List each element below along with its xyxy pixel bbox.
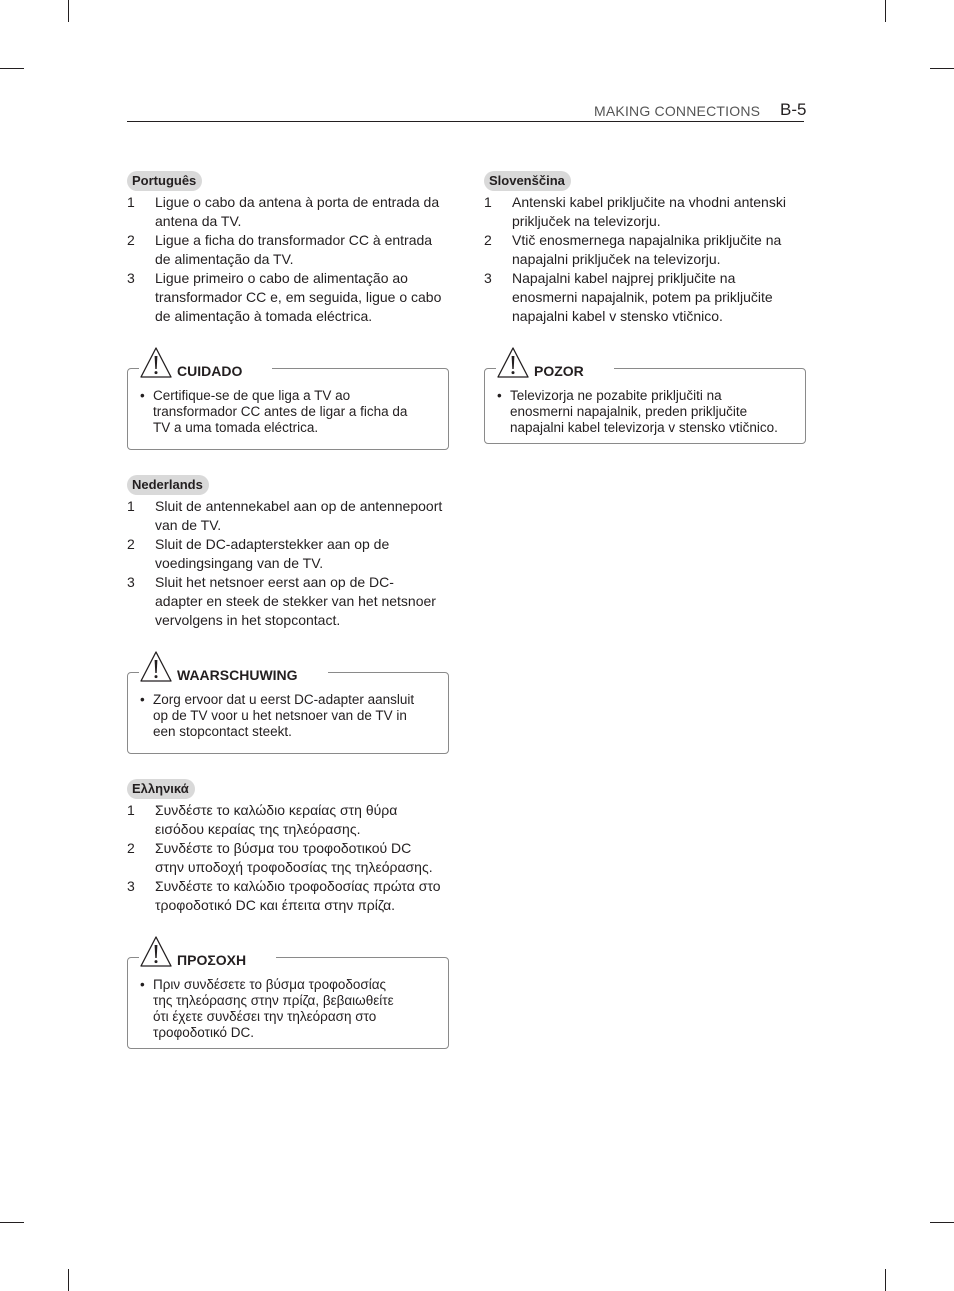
caution-header <box>139 935 276 969</box>
step-number: 3 <box>127 878 135 894</box>
step-text <box>155 231 449 269</box>
crop-mark <box>885 0 886 22</box>
step-item <box>127 573 449 630</box>
caution-body <box>153 692 414 740</box>
text-line: Ligue o cabo da antena à porta de entrada da <box>155 194 440 210</box>
text-line: στην υποδοχή τροφοδοσίας της τηλεόρασης. <box>155 859 433 875</box>
language-section-sl <box>484 171 806 446</box>
text-line: priključek na televizorju. <box>512 213 661 229</box>
warning-triangle-icon <box>139 650 173 684</box>
step-item <box>127 497 449 535</box>
step-number: 1 <box>484 194 492 210</box>
step-text <box>155 877 449 915</box>
step-number: 3 <box>127 270 135 286</box>
text-line: een stopcontact steekt. <box>153 724 292 739</box>
step-number: 2 <box>484 232 492 248</box>
text-line: Ligue primeiro o cabo de alimentação ao <box>155 270 408 286</box>
caution-header <box>139 346 272 380</box>
crop-mark <box>0 1222 24 1223</box>
caution-header <box>496 346 614 380</box>
text-line: Zorg ervoor dat u eerst DC-adapter aansluit <box>153 692 415 707</box>
text-line: Πριν συνδέσετε το βύσμα τροφοδοσίας <box>153 977 387 992</box>
step-list <box>127 193 449 326</box>
text-line: voedingsingang van de TV. <box>155 555 324 571</box>
caution-text <box>497 388 800 436</box>
crop-mark <box>68 1269 69 1291</box>
step-number: 2 <box>127 840 135 856</box>
text-line: τροφοδοτικό DC και έπειτα στην πρίζα. <box>155 897 396 913</box>
crop-mark <box>930 1222 954 1223</box>
bullet: • <box>140 692 145 707</box>
text-line: de alimentação à tomada eléctrica. <box>155 308 373 324</box>
text-line: transformador CC antes de ligar a ficha da <box>153 404 408 419</box>
step-item <box>127 839 449 877</box>
step-item <box>484 193 806 231</box>
warning-triangle-icon <box>496 346 530 380</box>
caution-body <box>510 388 778 436</box>
step-text <box>512 231 806 269</box>
text-line: adapter en steek de stekker van het netsnoer <box>155 593 436 609</box>
crop-mark <box>885 1269 886 1291</box>
text-line: Συνδέστε το βύσμα του τροφοδοτικού DC <box>155 840 412 856</box>
step-number: 2 <box>127 536 135 552</box>
warning-triangle-icon <box>139 346 173 380</box>
warning-triangle-icon <box>139 935 173 969</box>
caution-header <box>139 650 328 684</box>
language-section-pt <box>127 171 449 475</box>
text-line: van de TV. <box>155 517 222 533</box>
text-line: transformador CC e, em seguida, ligue o cabo <box>155 289 442 305</box>
step-text <box>155 193 449 231</box>
step-text <box>155 269 449 326</box>
language-section-nl <box>127 475 449 779</box>
crop-mark <box>68 0 69 22</box>
caution-text <box>140 977 443 1041</box>
bullet: • <box>140 388 145 403</box>
step-item <box>127 535 449 573</box>
step-number: 1 <box>127 194 135 210</box>
language-section-el <box>127 779 449 1051</box>
caution-title: WAARSCHUWING <box>177 667 298 683</box>
step-list <box>127 801 449 915</box>
text-line: Συνδέστε το καλώδιο κεραίας στη θύρα <box>155 802 398 818</box>
caution-title: POZOR <box>534 363 584 379</box>
step-number: 1 <box>127 498 135 514</box>
caution-body <box>153 977 394 1041</box>
text-line: Sluit de antennekabel aan op de antennepoort <box>155 498 443 514</box>
text-line: enosmerni napajalnik, preden priključite <box>510 404 748 419</box>
text-line: op de TV voor u het netsnoer van de TV in <box>153 708 407 723</box>
caution-body <box>153 388 407 436</box>
step-item <box>484 269 806 326</box>
text-line: napajalni kabel televizorja v stensko vtičnico. <box>510 420 778 435</box>
step-list <box>127 497 449 630</box>
caution-note <box>127 935 449 1051</box>
step-item <box>127 269 449 326</box>
step-text <box>155 535 449 573</box>
step-number: 1 <box>127 802 135 818</box>
crop-mark <box>930 68 954 69</box>
step-number: 2 <box>127 232 135 248</box>
page-number: B-5 <box>780 100 807 119</box>
text-line: Sluit het netsnoer eerst aan op de DC- <box>155 574 394 590</box>
step-list <box>484 193 806 326</box>
left-column <box>127 171 449 1051</box>
text-line: Antenski kabel priključite na vhodni antenski <box>512 194 786 210</box>
step-item <box>127 231 449 269</box>
caution-title: CUIDADO <box>177 363 243 379</box>
text-line: napajalni kabel v stensko vtičnico. <box>512 308 723 324</box>
text-line: de alimentação da TV. <box>155 251 294 267</box>
bullet: • <box>497 388 502 403</box>
text-line: Συνδέστε το καλώδιο τροφοδοσίας πρώτα στο <box>155 878 441 894</box>
step-number: 3 <box>127 574 135 590</box>
bullet: • <box>140 977 145 992</box>
step-text <box>155 573 449 630</box>
step-text <box>155 839 449 877</box>
text-line: napajalni priključek na televizorju. <box>512 251 721 267</box>
text-line: Televizorja ne pozabite priključiti na <box>510 388 722 403</box>
section-title: MAKING CONNECTIONS <box>594 103 761 119</box>
right-column <box>484 171 806 446</box>
step-item <box>127 877 449 915</box>
text-line: Napajalni kabel najprej priključite na <box>512 270 736 286</box>
text-line: antena da TV. <box>155 213 242 229</box>
step-text <box>155 801 449 839</box>
step-text <box>155 497 449 535</box>
text-line: εισόδου κεραίας της τηλεόρασης. <box>155 821 361 837</box>
text-line: Ligue a ficha do transformador CC à entrada <box>155 232 433 248</box>
text-line: ότι έχετε συνδέσει την τηλεόραση στο <box>153 1009 377 1024</box>
step-text <box>512 269 806 326</box>
caution-text <box>140 388 443 436</box>
caution-title: ΠΡΟΣΟΧΗ <box>177 952 247 968</box>
text-line: Sluit de DC-adapterstekker aan op de <box>155 536 390 552</box>
crop-mark <box>0 68 24 69</box>
text-line: της τηλεόρασης στην πρίζα, βεβαιωθείτε <box>153 993 394 1008</box>
step-text <box>512 193 806 231</box>
text-line: Vtič enosmernega napajalnika priključite na <box>512 232 782 248</box>
step-number: 3 <box>484 270 492 286</box>
text-line: TV a uma tomada eléctrica. <box>153 420 319 435</box>
caution-note <box>484 346 806 446</box>
text-line: vervolgens in het stopcontact. <box>155 612 341 628</box>
caution-note <box>127 346 449 452</box>
text-line: Certifique-se de que liga a TV ao <box>153 388 351 403</box>
text-line: τροφοδοτικό DC. <box>153 1025 255 1040</box>
step-item <box>127 193 449 231</box>
step-item <box>127 801 449 839</box>
caution-text <box>140 692 443 740</box>
language-label: Nederlands <box>127 475 209 495</box>
caution-note <box>127 650 449 756</box>
language-label: Ελληνικά <box>127 779 195 799</box>
text-line: enosmerni napajalnik, potem pa priključite <box>512 289 773 305</box>
language-label: Português <box>127 171 202 191</box>
step-item <box>484 231 806 269</box>
header-divider <box>127 121 804 122</box>
language-label: Slovenščina <box>484 171 571 191</box>
